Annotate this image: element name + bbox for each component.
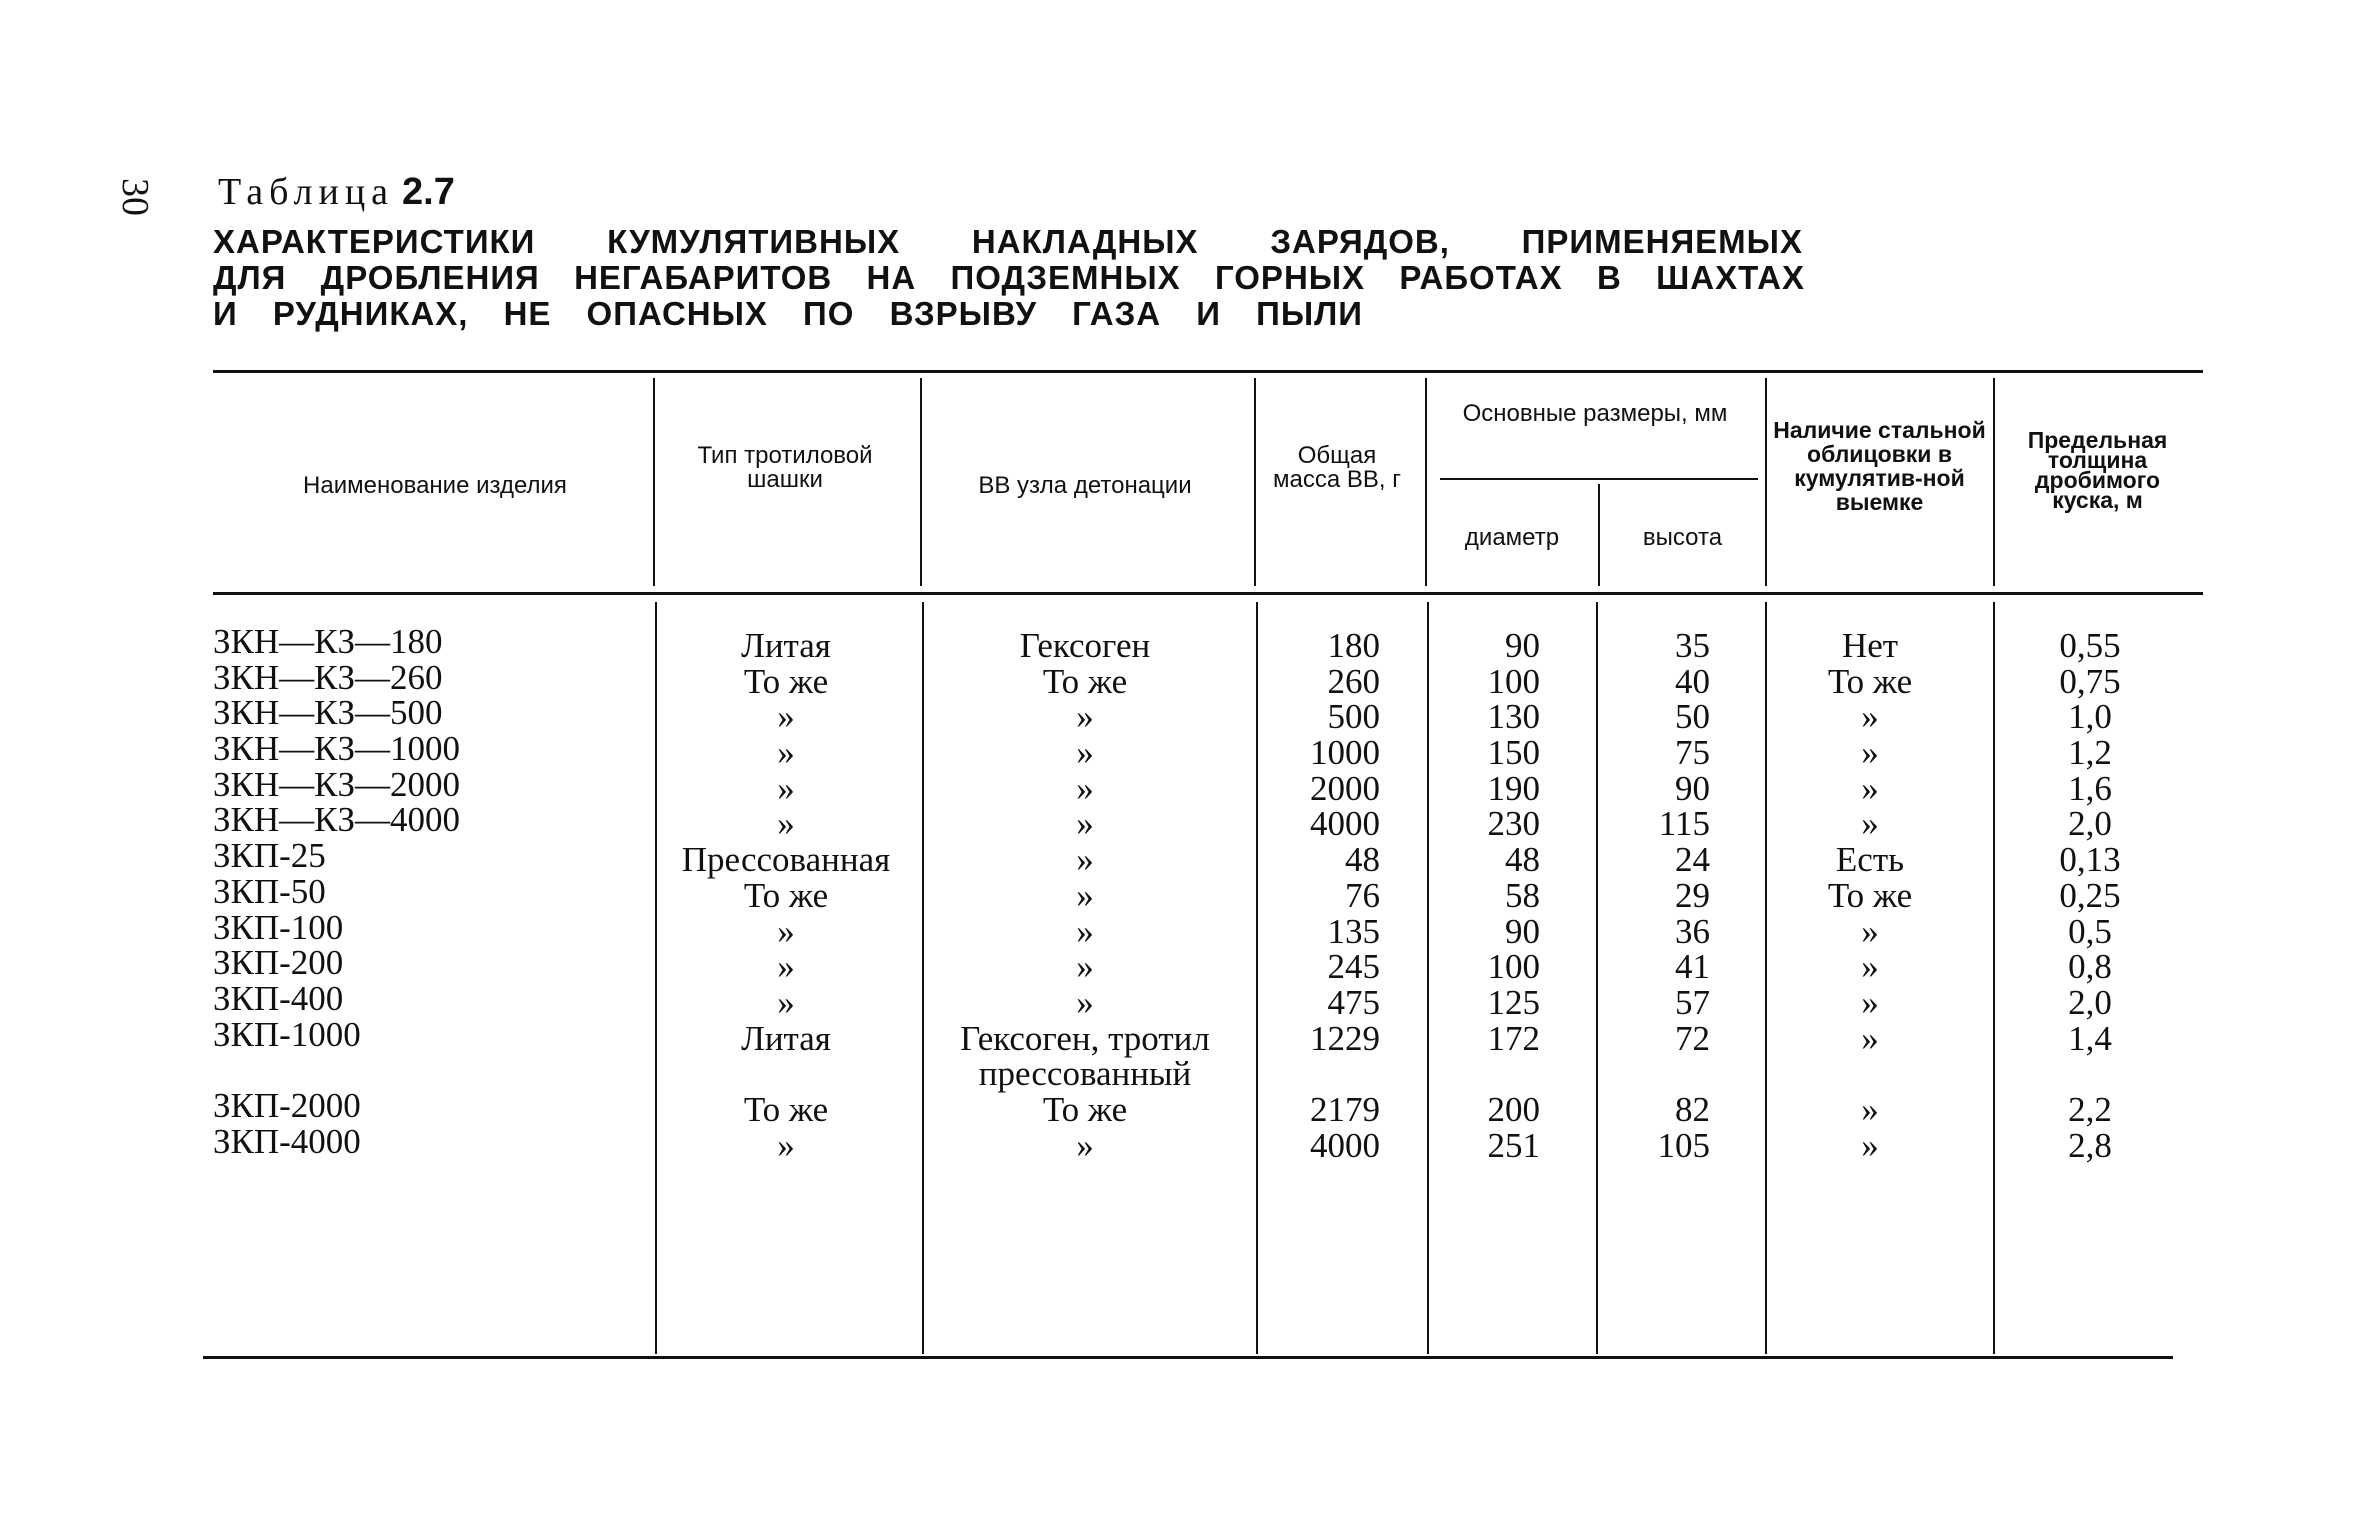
cell-mass: 475: [1327, 982, 1380, 1022]
cell-thickness: 1,0: [2068, 697, 2112, 737]
cell-height: 41: [1675, 947, 1710, 987]
cell-vv: »: [1076, 982, 1094, 1022]
cell-type: То же: [743, 1089, 829, 1129]
cell-height: 24: [1675, 840, 1710, 880]
header-vline: [653, 378, 655, 586]
cell-name: ЗКП-1000: [213, 1014, 361, 1054]
cell-thickness: 0,75: [2059, 661, 2121, 701]
cell-mass: 4000: [1310, 804, 1380, 844]
cell-diameter: 48: [1505, 840, 1540, 880]
cell-height: 50: [1675, 697, 1710, 737]
cell-vv: Гексоген, тротил прессованный: [960, 1018, 1210, 1094]
cell-thickness: 2,2: [2068, 1089, 2112, 1129]
cell-diameter: 150: [1487, 733, 1540, 773]
cell-mass: 1000: [1310, 733, 1380, 773]
cell-name: ЗКП-100: [213, 907, 344, 947]
cell-type: »: [777, 768, 795, 808]
column-thickness: [2005, 628, 2175, 1163]
spacer: [213, 1052, 653, 1088]
cell-thickness: 0,25: [2059, 875, 2121, 915]
header-type: Тип тротиловой шашки: [697, 442, 873, 493]
cell-diameter: 251: [1487, 1125, 1540, 1165]
cell-vv: »: [1076, 804, 1094, 844]
cell-height: 72: [1675, 1018, 1710, 1058]
cell-steel: »: [1861, 768, 1879, 808]
cell-name: ЗКН—КЗ—2000: [213, 764, 461, 804]
cell-type: »: [777, 804, 795, 844]
spacer: [1425, 1056, 1540, 1092]
column-steel: [1765, 628, 1975, 1163]
cell-vv: »: [1076, 697, 1094, 737]
cell-type: »: [777, 733, 795, 773]
cell-type: »: [777, 697, 795, 737]
cell-diameter: 230: [1487, 804, 1540, 844]
cell-type: То же: [743, 875, 829, 915]
cell-name: ЗКП-400: [213, 978, 344, 1018]
cell-steel: »: [1861, 947, 1879, 987]
header-vline: [1765, 378, 1767, 586]
cell-height: 29: [1675, 875, 1710, 915]
cell-height: 40: [1675, 661, 1710, 701]
cell-type: »: [777, 982, 795, 1022]
cell-diameter: 125: [1487, 982, 1540, 1022]
cell-diameter: 190: [1487, 768, 1540, 808]
cell-steel: »: [1861, 1018, 1879, 1058]
cell-vv: »: [1076, 768, 1094, 808]
cell-thickness: 0,8: [2068, 947, 2112, 987]
cell-height: 36: [1675, 911, 1710, 951]
cell-mass: 180: [1327, 626, 1380, 665]
spacer: [1590, 1056, 1710, 1092]
cell-name: ЗКН—КЗ—180: [213, 622, 443, 661]
column-name: [213, 624, 653, 1159]
column-mass: [1255, 628, 1380, 1163]
cell-name: ЗКП-4000: [213, 1121, 361, 1161]
cell-mass: 500: [1327, 697, 1380, 737]
spacer: [1255, 1056, 1380, 1092]
cell-steel: »: [1861, 697, 1879, 737]
header-thickness: Предельная толщина дробимого куска, м: [2027, 427, 2168, 513]
cell-mass: 48: [1345, 840, 1380, 880]
cell-steel: »: [1861, 982, 1879, 1022]
table-title: [213, 224, 1805, 332]
header-vline: [1993, 378, 1995, 586]
table-number: 2.7: [402, 171, 455, 213]
cell-vv: »: [1076, 911, 1094, 951]
cell-vv: »: [1076, 733, 1094, 773]
cell-thickness: 1,4: [2068, 1018, 2112, 1058]
cell-type: »: [777, 947, 795, 987]
cell-type: Литая: [741, 626, 831, 665]
cell-name: ЗКП-25: [213, 836, 326, 876]
cell-diameter: 130: [1487, 697, 1540, 737]
cell-vv: »: [1076, 875, 1094, 915]
cell-steel: »: [1861, 733, 1879, 773]
cell-steel: »: [1861, 804, 1879, 844]
title-line-1: ХАРАКТЕРИСТИКИ КУМУЛЯТИВНЫХ НАКЛАДНЫХ ЗАРЯДОВ, ПРИМЕНЯЕМЫХ: [213, 223, 1803, 260]
header-steel: Наличие стальной облицовки в кумулятив-ной выемке: [1773, 417, 1986, 515]
cell-type: То же: [743, 661, 829, 701]
cell-mass: 1229: [1310, 1018, 1380, 1058]
cell-mass: 245: [1327, 947, 1380, 987]
column-height: [1590, 628, 1710, 1163]
header-vv: ВВ узла детонации: [978, 472, 1192, 499]
cell-steel: »: [1861, 911, 1879, 951]
title-line-3: И РУДНИКАХ, НЕ ОПАСНЫХ ПО ВЗРЫВУ ГАЗА И ПЫЛИ: [213, 295, 1363, 332]
cell-thickness: 0,5: [2068, 911, 2112, 951]
cell-thickness: 2,0: [2068, 804, 2112, 844]
cell-vv: »: [1076, 947, 1094, 987]
title-line-2: ДЛЯ ДРОБЛЕНИЯ НЕГАБАРИТОВ НА ПОДЗЕМНЫХ ГОРНЫХ РАБОТАХ В ШАХТАХ: [213, 259, 1805, 296]
header-mass: Общая масса ВВ, г: [1273, 442, 1401, 493]
cell-diameter: 100: [1487, 947, 1540, 987]
page-number: 30: [114, 178, 156, 216]
column-vv: [920, 628, 1250, 1163]
cell-steel: То же: [1827, 661, 1913, 701]
cell-type: Прессованная: [681, 840, 891, 880]
cell-height: 57: [1675, 982, 1710, 1022]
cell-steel: Нет: [1841, 626, 1899, 665]
cell-height: 35: [1675, 626, 1710, 665]
cell-name: ЗКН—КЗ—260: [213, 657, 443, 697]
cell-thickness: 0,55: [2059, 626, 2121, 665]
spacer: [1765, 1056, 1975, 1092]
spacer: [2005, 1056, 2175, 1092]
cell-name: ЗКП-50: [213, 871, 326, 911]
cell-type: Литая: [741, 1018, 831, 1058]
cell-thickness: 1,2: [2068, 733, 2112, 773]
cell-height: 115: [1658, 804, 1710, 844]
cell-name: ЗКН—КЗ—500: [213, 693, 443, 733]
cell-thickness: 2,0: [2068, 982, 2112, 1022]
spacer: [655, 1056, 917, 1092]
cell-name: ЗКН—КЗ—4000: [213, 800, 461, 840]
header-diameter: диаметр: [1464, 524, 1560, 551]
cell-type: »: [777, 1125, 795, 1165]
cell-diameter: 172: [1487, 1018, 1540, 1058]
cell-thickness: 2,8: [2068, 1125, 2112, 1165]
table-caption: [218, 170, 455, 214]
cell-steel: »: [1861, 1089, 1879, 1129]
cell-type: »: [777, 911, 795, 951]
cell-diameter: 90: [1505, 911, 1540, 951]
cell-diameter: 200: [1487, 1089, 1540, 1129]
cell-mass: 135: [1327, 911, 1380, 951]
cell-vv: То же: [1042, 661, 1128, 701]
cell-thickness: 0,13: [2059, 840, 2121, 880]
cell-thickness: 1,6: [2068, 768, 2112, 808]
header-name: Наименование изделия: [303, 472, 567, 499]
cell-height: 90: [1675, 768, 1710, 808]
cell-diameter: 58: [1505, 875, 1540, 915]
header-sizes: Основные размеры, мм: [1462, 400, 1728, 427]
cell-mass: 2179: [1310, 1089, 1380, 1129]
cell-steel: То же: [1827, 875, 1913, 915]
cell-steel: »: [1861, 1125, 1879, 1165]
sizes-divider-rule: [1440, 478, 1758, 480]
body-vline: [1993, 602, 1995, 1354]
cell-diameter: 100: [1487, 661, 1540, 701]
cell-vv: »: [1076, 840, 1094, 880]
table-top-rule: [213, 370, 2203, 373]
header-vline: [1425, 378, 1427, 586]
cell-mass: 4000: [1310, 1125, 1380, 1165]
header-vline: [1254, 378, 1256, 586]
column-diameter: [1425, 628, 1540, 1163]
header-bottom-rule: [213, 592, 2203, 595]
table-bottom-rule: [203, 1356, 2173, 1359]
column-type: [655, 628, 917, 1163]
header-height: высота: [1642, 524, 1723, 551]
cell-name: ЗКП-200: [213, 943, 344, 983]
cell-name: ЗКП-2000: [213, 1085, 361, 1125]
cell-name: ЗКН—КЗ—1000: [213, 729, 461, 769]
cell-mass: 76: [1345, 875, 1380, 915]
header-vline: [920, 378, 922, 586]
cell-vv: Гексоген: [1019, 626, 1151, 665]
header-vline: [1598, 484, 1600, 586]
cell-mass: 260: [1327, 661, 1380, 701]
cell-steel: Есть: [1835, 840, 1905, 880]
cell-diameter: 90: [1505, 626, 1540, 665]
cell-height: 82: [1675, 1089, 1710, 1129]
cell-vv: То же: [1042, 1089, 1128, 1129]
cell-height: 75: [1675, 733, 1710, 773]
cell-vv: »: [1076, 1125, 1094, 1165]
cell-mass: 2000: [1310, 768, 1380, 808]
table-label: Таблица: [218, 171, 395, 213]
cell-height: 105: [1657, 1125, 1710, 1165]
